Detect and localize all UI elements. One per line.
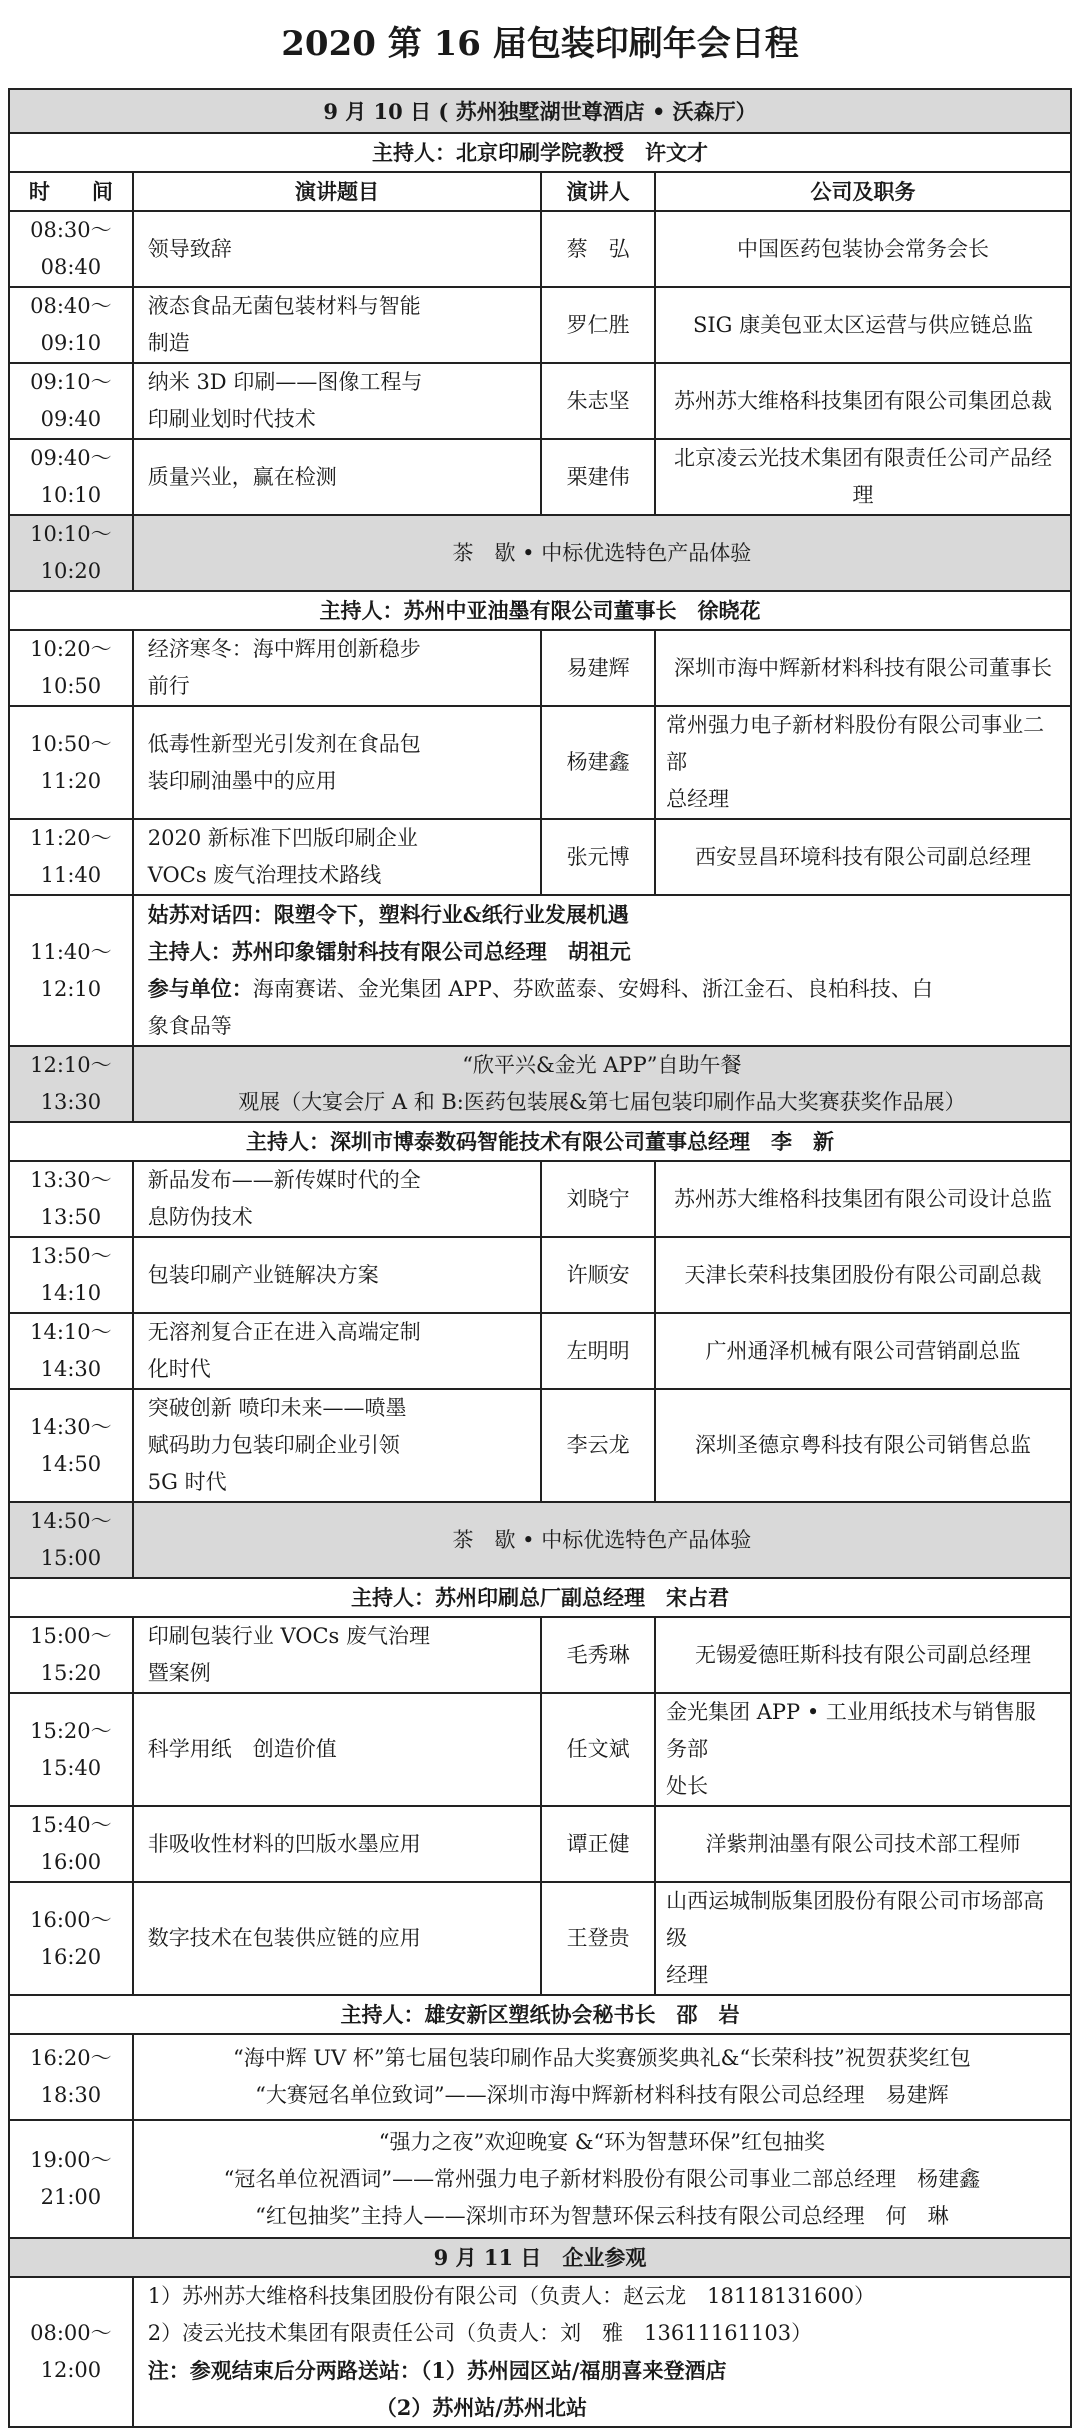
time-cell: 16:20～18:30 xyxy=(9,2034,133,2120)
topic-cell xyxy=(133,1806,541,1882)
participants-label: 参与单位： xyxy=(147,976,253,1001)
time-cell: 10:50～11:20 xyxy=(9,706,133,819)
company-cell xyxy=(655,287,1071,363)
text-line: 息防伪技术 xyxy=(147,1205,253,1229)
text-line: 纳米 3D 印刷——图像工程与 xyxy=(147,370,423,394)
time-cell: 11:20～11:40 xyxy=(9,819,133,895)
time-cell: 15:00～15:20 xyxy=(9,1617,133,1693)
visit-note-2: （2）苏州站/苏州北站 xyxy=(375,2395,588,2420)
text-line: 新品发布——新传媒时代的全 xyxy=(147,1168,421,1192)
text-line: 包装印刷产业链解决方案 xyxy=(147,1262,379,1287)
lunch-time: 12:10～13:30 xyxy=(9,1046,133,1122)
schedule-table xyxy=(8,88,1072,2428)
company-cell xyxy=(655,1237,1071,1313)
speaker-cell: 刘晓宁 xyxy=(541,1161,655,1237)
text-line: 总经理 xyxy=(666,787,730,811)
time-cell: 19:00～21:00 xyxy=(9,2120,133,2238)
text-line: 印刷包装行业 VOCs 废气治理 xyxy=(147,1624,430,1648)
time-cell: 13:30～13:50 xyxy=(9,1161,133,1237)
talk-row xyxy=(9,287,1071,363)
host-row-5 xyxy=(9,1995,1071,2034)
company-cell xyxy=(655,630,1071,706)
text-line: 5G 时代 xyxy=(147,1470,227,1494)
tea-break-row xyxy=(9,515,1071,591)
text-line: “海中辉 UV 杯”第七届包装印刷作品大奖赛颁奖典礼&“长荣科技”祝贺获奖红包 xyxy=(232,2046,971,2070)
text-line: “冠名单位祝酒词”——常州强力电子新材料股份有限公司事业二部总经理 杨建鑫 xyxy=(223,2166,981,2191)
topic-cell xyxy=(133,1882,541,1995)
column-header: 演讲题目 xyxy=(133,172,541,211)
topic-cell xyxy=(133,819,541,895)
text-line: 赋码助力包装印刷企业引领 xyxy=(147,1433,400,1457)
speaker-cell: 任文斌 xyxy=(541,1693,655,1806)
page-title: 2020 第 16 届包装印刷年会日程 xyxy=(281,24,799,64)
topic-cell xyxy=(133,630,541,706)
speaker-cell: 许顺安 xyxy=(541,1237,655,1313)
tea-break-row xyxy=(9,1502,1071,1578)
topic-cell xyxy=(133,1693,541,1806)
talk-row xyxy=(9,1389,1071,1502)
topic-cell xyxy=(133,1389,541,1502)
topic-cell xyxy=(133,706,541,819)
talk-row xyxy=(9,1237,1071,1313)
text-line: 印刷业划时代技术 xyxy=(147,407,316,431)
company-cell xyxy=(655,1882,1071,1995)
speaker-cell: 毛秀琳 xyxy=(541,1617,655,1693)
text-line: 化时代 xyxy=(147,1357,211,1381)
award-row-content xyxy=(133,2034,1071,2120)
talk-row xyxy=(9,1806,1071,1882)
day2-header xyxy=(9,2238,1071,2277)
day2-header-cell: 9 月 11 日 企业参观 xyxy=(9,2238,1071,2277)
text-line: 天津长荣科技集团股份有限公司副总裁 xyxy=(684,1262,1042,1287)
participants-cont: 象食品等 xyxy=(147,1014,232,1038)
speaker-cell: 王登贵 xyxy=(541,1882,655,1995)
topic-cell xyxy=(133,1617,541,1693)
talk-row xyxy=(9,1313,1071,1389)
text-line: 暨案例 xyxy=(147,1661,211,1685)
dialogue-participants xyxy=(148,970,1056,1008)
talk-row xyxy=(9,1882,1071,1995)
topic-cell xyxy=(133,439,541,515)
text-line: 无锡爱德旺斯科技有限公司副总经理 xyxy=(695,1642,1032,1667)
time-cell: 10:20～10:50 xyxy=(9,630,133,706)
participants-text: 海南赛诺、金光集团 APP、芬欧蓝泰、安姆科、浙江金石、良柏科技、白 xyxy=(252,977,933,1001)
speaker-cell: 罗仁胜 xyxy=(541,287,655,363)
award-row xyxy=(9,2034,1071,2120)
company-cell xyxy=(655,363,1071,439)
host-row-5-cell: 主持人：雄安新区塑纸协会秘书长 邵 岩 xyxy=(9,1995,1071,2034)
text-line: 北京凌云光技术集团有限责任公司产品经理 xyxy=(674,446,1053,507)
talk-row xyxy=(9,706,1071,819)
text-line: 2020 新标准下凹版印刷企业 xyxy=(147,826,418,850)
time-cell: 09:40～10:10 xyxy=(9,439,133,515)
topic-cell xyxy=(133,211,541,287)
column-header: 公司及职务 xyxy=(655,172,1071,211)
visit-content xyxy=(133,2277,1071,2427)
text-line: 金光集团 APP • 工业用纸技术与销售服务部 xyxy=(666,1700,1036,1761)
speaker-cell: 栗建伟 xyxy=(541,439,655,515)
talk-row xyxy=(9,363,1071,439)
text-line: 深圳圣德京粤科技有限公司销售总监 xyxy=(695,1433,1032,1457)
speaker-cell: 左明明 xyxy=(541,1313,655,1389)
dinner-row-content xyxy=(133,2120,1071,2238)
time-cell: 13:50～14:10 xyxy=(9,1237,133,1313)
speaker-cell: 杨建鑫 xyxy=(541,706,655,819)
host-row-1-cell: 主持人：北京印刷学院教授 许文才 xyxy=(9,133,1071,172)
text-line: 经济寒冬：海中辉用创新稳步 xyxy=(147,637,421,661)
time-cell: 09:10～09:40 xyxy=(9,363,133,439)
topic-cell xyxy=(133,1313,541,1389)
text-line: 处长 xyxy=(666,1774,709,1798)
time-cell: 14:30～14:50 xyxy=(9,1389,133,1502)
day1-header xyxy=(9,89,1071,133)
text-line: 非吸收性材料的凹版水墨应用 xyxy=(147,1831,421,1856)
text-line: VOCs 废气治理技术路线 xyxy=(147,863,382,887)
speaker-cell: 易建辉 xyxy=(541,630,655,706)
break-time: 10:10～10:20 xyxy=(9,515,133,591)
host-row-3-cell: 主持人：深圳市博泰数码智能技术有限公司董事总经理 李 新 xyxy=(9,1122,1071,1161)
speaker-cell: 蔡 弘 xyxy=(541,211,655,287)
dialogue-content xyxy=(133,895,1071,1046)
lunch-line: “欣平兴&金光 APP”自助午餐 xyxy=(462,1053,742,1077)
expo-line: 观展（大宴会厅 A 和 B:医药包装展&第七届包装印刷作品大奖赛获奖作品展） xyxy=(238,1090,966,1114)
text-line: 山西运城制版集团股份有限公司市场部高级 xyxy=(666,1889,1045,1950)
text-line: 中国医药包装协会常务会长 xyxy=(737,236,990,261)
visit-time: 08:00～12:00 xyxy=(9,2277,133,2427)
text-line: 无溶剂复合正在进入高端定制 xyxy=(147,1320,421,1344)
text-line: 领导致辞 xyxy=(147,236,232,261)
column-header-row xyxy=(9,172,1071,211)
company-cell xyxy=(655,1617,1071,1693)
company-cell xyxy=(655,1313,1071,1389)
text-line: 洋紫荆油墨有限公司技术部工程师 xyxy=(705,1831,1021,1856)
host-row-4 xyxy=(9,1578,1071,1617)
company-cell xyxy=(655,1161,1071,1237)
speaker-cell: 李云龙 xyxy=(541,1389,655,1502)
text-line: 液态食品无菌包装材料与智能 xyxy=(147,294,421,318)
time-cell: 15:40～16:00 xyxy=(9,1806,133,1882)
text-line: 低毒性新型光引发剂在食品包 xyxy=(147,731,421,756)
text-line: 突破创新 喷印未来——喷墨 xyxy=(147,1396,407,1420)
text-line: 科学用纸 创造价值 xyxy=(147,1737,337,1761)
time-cell: 14:10～14:30 xyxy=(9,1313,133,1389)
time-cell: 15:20～15:40 xyxy=(9,1693,133,1806)
column-header: 时 间 xyxy=(9,172,133,211)
company-cell xyxy=(655,819,1071,895)
dialogue-row xyxy=(9,895,1071,1046)
talk-row xyxy=(9,439,1071,515)
text-line: 经理 xyxy=(666,1963,709,1987)
company-cell xyxy=(655,211,1071,287)
text-line: 苏州苏大维格科技集团有限公司集团总裁 xyxy=(674,388,1053,413)
host-row-4-cell: 主持人：苏州印刷总厂副总经理 宋占君 xyxy=(9,1578,1071,1617)
time-cell: 08:30～08:40 xyxy=(9,211,133,287)
break-label: 茶 歇 • 中标优选特色产品体验 xyxy=(133,515,1071,591)
topic-cell xyxy=(133,1237,541,1313)
dialogue-title: 姑苏对话四：限塑令下，塑料行业&纸行业发展机遇 xyxy=(147,902,629,927)
speaker-cell: 张元博 xyxy=(541,819,655,895)
text-line: 苏州苏大维格科技集团有限公司设计总监 xyxy=(674,1186,1053,1211)
company-cell xyxy=(655,1389,1071,1502)
topic-cell xyxy=(133,287,541,363)
text-line: 西安昱昌环境科技有限公司副总经理 xyxy=(695,844,1032,869)
talk-row xyxy=(9,1161,1071,1237)
visit-line-1: 1）苏州苏大维格科技集团股份有限公司（负责人：赵云龙 18118131600） xyxy=(147,2284,876,2308)
host-row-1 xyxy=(9,133,1071,172)
company-cell xyxy=(655,439,1071,515)
talk-row xyxy=(9,630,1071,706)
lunch-content xyxy=(133,1046,1071,1122)
text-line: 装印刷油墨中的应用 xyxy=(147,768,337,793)
talk-row xyxy=(9,819,1071,895)
column-header: 演讲人 xyxy=(541,172,655,211)
company-cell xyxy=(655,706,1071,819)
text-line: 制造 xyxy=(147,331,190,355)
dinner-row xyxy=(9,2120,1071,2238)
lunch-row xyxy=(9,1046,1071,1122)
break-label: 茶 歇 • 中标优选特色产品体验 xyxy=(133,1502,1071,1578)
visit-row xyxy=(9,2277,1071,2427)
topic-cell xyxy=(133,363,541,439)
speaker-cell: 朱志坚 xyxy=(541,363,655,439)
text-line: “红包抽奖”主持人——深圳市环为智慧环保云科技有限公司总经理 何 琳 xyxy=(255,2203,949,2228)
talk-row xyxy=(9,1693,1071,1806)
text-line: SIG 康美包亚太区运营与供应链总监 xyxy=(692,312,1034,337)
break-time: 14:50～15:00 xyxy=(9,1502,133,1578)
visit-note-1: 注：参观结束后分两路送站：（1）苏州园区站/福朋喜来登酒店 xyxy=(147,2358,727,2383)
text-line: “强力之夜”欢迎晚宴 &“环为智慧环保”红包抽奖 xyxy=(378,2129,826,2154)
visit-line-2: 2）凌云光技术集团有限责任公司（负责人：刘 雅 13611161103） xyxy=(147,2321,813,2345)
text-line: 深圳市海中辉新材料科技有限公司董事长 xyxy=(674,655,1053,680)
text-line: “大赛冠名单位致词”——深圳市海中辉新材料科技有限公司总经理 易建辉 xyxy=(255,2083,949,2107)
text-line: 数字技术在包装供应链的应用 xyxy=(147,1926,421,1950)
time-cell: 11:40～12:10 xyxy=(9,895,133,1046)
company-cell xyxy=(655,1693,1071,1806)
text-line: 前行 xyxy=(147,674,190,698)
day1-header-cell: 9 月 10 日 ( 苏州独墅湖世尊酒店 • 沃森厅） xyxy=(9,89,1071,133)
host-row-3 xyxy=(9,1122,1071,1161)
speaker-cell: 谭正健 xyxy=(541,1806,655,1882)
text-line: 质量兴业，赢在检测 xyxy=(147,464,337,489)
talk-row xyxy=(9,1617,1071,1693)
text-line: 常州强力电子新材料股份有限公司事业二部 xyxy=(666,713,1045,774)
dialogue-host: 主持人：苏州印象镭射科技有限公司总经理 胡祖元 xyxy=(147,939,631,964)
time-cell: 08:40～09:10 xyxy=(9,287,133,363)
text-line: 广州通泽机械有限公司营销副总监 xyxy=(705,1338,1021,1363)
time-cell: 16:00～16:20 xyxy=(9,1882,133,1995)
company-cell xyxy=(655,1806,1071,1882)
talk-row xyxy=(9,211,1071,287)
topic-cell xyxy=(133,1161,541,1237)
host-row-2 xyxy=(9,591,1071,630)
host-row-2-cell: 主持人：苏州中亚油墨有限公司董事长 徐晓花 xyxy=(9,591,1071,630)
